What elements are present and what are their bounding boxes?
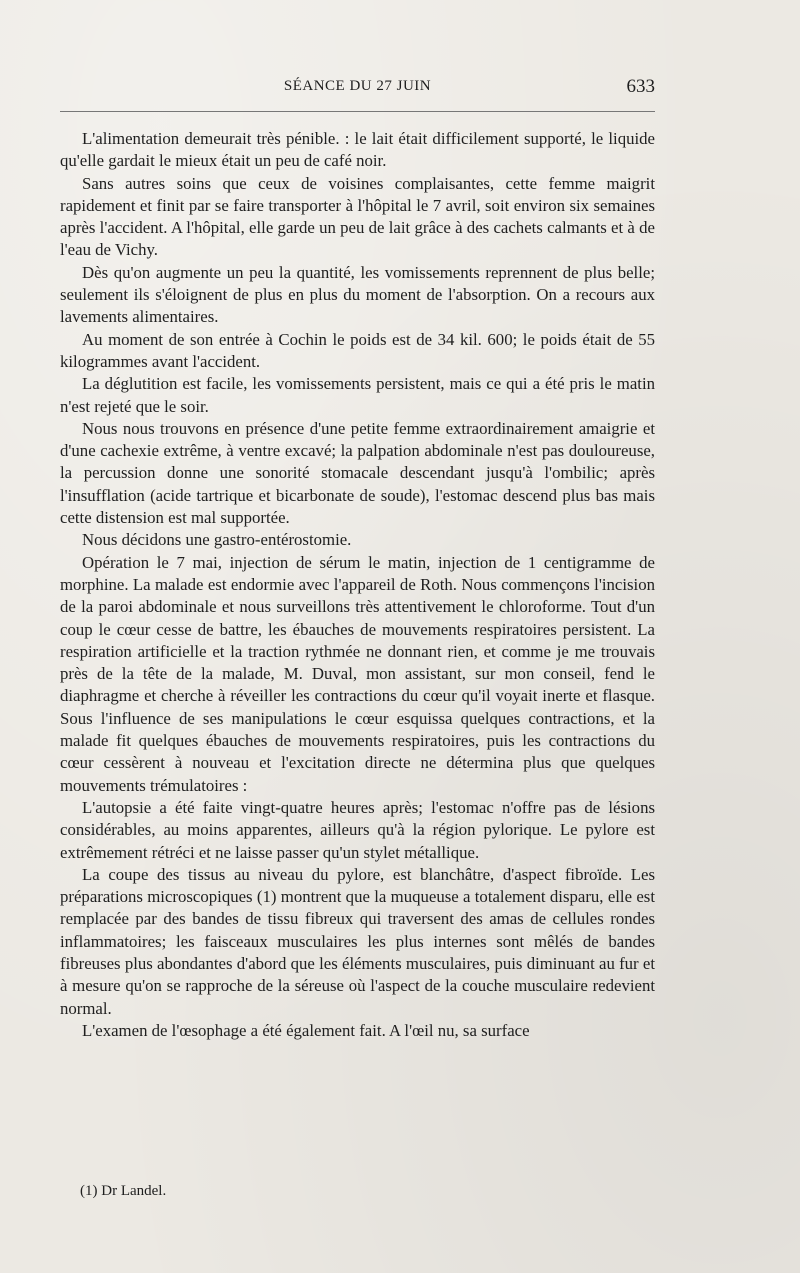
paragraph: La déglutition est facile, les vomissements persistent, mais ce qui a été pris le matin n'est rejeté que le soir. [60,374,655,416]
paragraph: Sans autres soins que ceux de voisines complaisantes, cette femme maigrit rapidement et finit par se faire transporter à l'hôpital le 7 avril, soit environ six semaines après l'accident. A l'hôpital, elle garde un peu de lait grâce à des cachets calmants et à de l'eau de Vichy. [60,173,655,260]
paragraph: Nous nous trouvons en présence d'une petite femme extraordinairement amaigrie et d'une cachexie extrême, à ventre excavé; la palpation abdominale n'est pas douloureuse, la percussion donne une sonorité stomacale descendant jusqu'à l'ombilic; après l'insufflation (acide tartrique et bicarbonate de soude), l'estomac descend plus bas mais cette distension est mal supportée. [60,418,655,528]
running-title: SÉANCE DU 27 JUIN [283,78,432,94]
paragraph: L'autopsie a été faite vingt-quatre heures après; l'estomac n'offre pas de lésions considérables, au moins apparentes, ailleurs qu'à la région pylorique. Le pylore est extrêmement rétréci et ne laisse passer qu'un stylet métallique. [60,797,655,862]
paragraph: L'examen de l'œsophage a été également fait. A l'œil nu, sa surface [82,1020,530,1040]
paragraph: Opération le 7 mai, injection de sérum le matin, injection de 1 centigramme de morphine. La malade est endormie avec l'appareil de Roth. Nous commençons l'incision de la paroi abdominale et nous surveillons très attentivement le chloroforme. Tout d'un coup le cœur cesse de battre, les ébauches de mouvements respiratoires persistent. La respiration artificielle et la traction rythmée ne donnant rien, et comme je me trouvais près de la tête de la malade, M. Duval, mon assistant, sur mon conseil, fend le diaphragme et cherche à réveiller les contractions du cœur qu'il voyait inerte et flasque. Sous l'influence de ses manipulations le cœur esquissa quelques contractions, et la malade fit quelques ébauches de mouvements respiratoires, puis les contractions du cœur cessèrent à nouveau et l'excitation directe ne détermina plus que quelques mouvements trémulatoires : [60,552,655,795]
running-head [60,76,655,102]
footnote: (1) Dr Landel. [80,1183,167,1199]
header-rule [60,111,655,112]
paragraph: Dès qu'on augmente un peu la quantité, les vomissements reprennent de plus belle; seulement ils s'éloignent de plus en plus du moment de l'absorption. On a recours aux lavements alimentaires. [60,262,655,327]
page-number: 633 [626,76,655,97]
paragraph: L'alimentation demeurait très pénible. : le lait était difficilement supporté, le liquide qu'elle gardait le mieux était un peu de café noir. [60,129,655,171]
body-text [60,128,655,1042]
paragraph: Nous décidons une gastro-entérostomie. [82,530,352,550]
paragraph: La coupe des tissus au niveau du pylore, est blanchâtre, d'aspect fibroïde. Les préparations microscopiques (1) montrent que la muqueuse a totalement disparu, elle est remplacée par des bandes de tissu fibreux qui traversent des amas de cellules rondes inflammatoires; les faisceaux musculaires les plus internes sont mêlés de bandes fibreuses plus abondantes d'abord que les éléments musculaires, puis diminuant au fur et à mesure qu'on se rapproche de la séreuse où l'aspect de la couche musculaire redevient normal. [60,864,655,1018]
paragraph: Au moment de son entrée à Cochin le poids est de 34 kil. 600; le poids était de 55 kilogrammes avant l'accident. [60,329,655,371]
